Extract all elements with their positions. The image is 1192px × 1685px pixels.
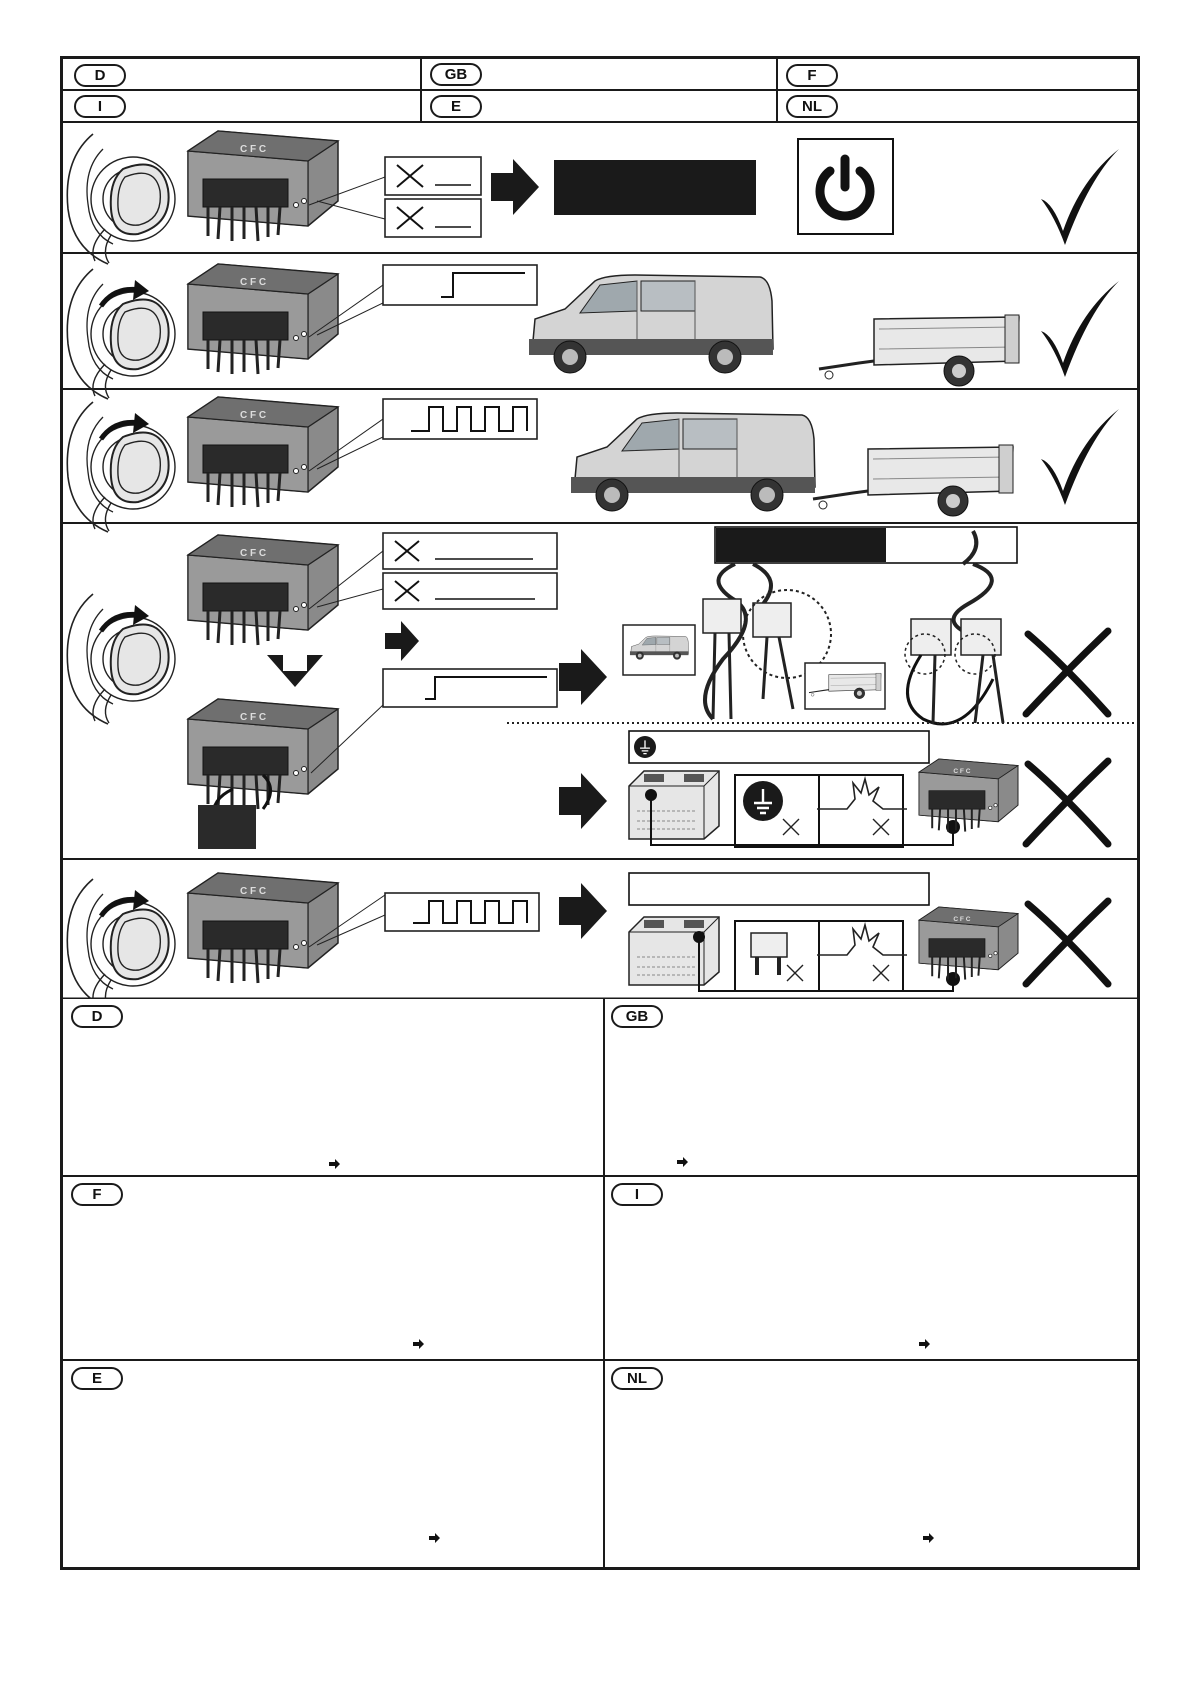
arrow-right-icon xyxy=(919,1339,931,1349)
control-module-icon xyxy=(919,759,1018,832)
lang-badge-f: F xyxy=(786,64,838,87)
text-section-nl xyxy=(605,1361,1137,1567)
control-module-icon xyxy=(188,131,338,241)
control-module-icon xyxy=(188,397,338,507)
text-section-f xyxy=(63,1177,603,1359)
control-module-icon xyxy=(188,873,338,983)
ground-icon xyxy=(634,736,656,758)
signal-pulse-icon xyxy=(385,893,539,931)
arrow-right-icon xyxy=(491,159,539,215)
text-section-e xyxy=(63,1361,603,1567)
checkmark-icon xyxy=(1041,409,1119,505)
lang-badge-d: D xyxy=(71,1005,123,1028)
arrow-down-icon xyxy=(267,655,323,687)
lang-badge-e: E xyxy=(71,1367,123,1390)
diagram-area: C F C xyxy=(63,59,1137,999)
ignition-key-icon xyxy=(67,402,175,532)
signal-step-icon xyxy=(383,265,537,305)
lang-badge-nl: NL xyxy=(611,1367,663,1390)
signal-off-icon xyxy=(383,533,557,609)
arrow-right-icon xyxy=(559,773,607,829)
signal-off-icon xyxy=(385,157,481,237)
battery-icon xyxy=(629,771,719,839)
arrow-right-icon xyxy=(559,649,607,705)
van-icon xyxy=(571,413,815,511)
row-4 xyxy=(67,527,1137,849)
lang-badge-f: F xyxy=(71,1183,123,1206)
lang-badge-i: I xyxy=(611,1183,663,1206)
ignition-key-icon xyxy=(67,879,175,999)
lang-badge-d: D xyxy=(74,64,126,87)
arrow-right-icon xyxy=(677,1157,689,1167)
arrow-right-icon xyxy=(923,1533,935,1543)
control-module-icon xyxy=(188,264,338,374)
row-5 xyxy=(67,873,1108,999)
arrow-right-icon xyxy=(385,621,419,661)
lang-badge-gb: GB xyxy=(430,63,482,86)
cross-icon xyxy=(1026,631,1108,714)
signal-pulse-icon xyxy=(383,399,537,439)
arrow-right-icon xyxy=(329,1159,341,1169)
text-section-d xyxy=(63,999,603,1175)
lang-badge-nl: NL xyxy=(786,95,838,118)
text-section-i xyxy=(605,1177,1137,1359)
lang-badge-i: I xyxy=(74,95,126,118)
ignition-key-icon xyxy=(67,594,175,724)
cross-icon xyxy=(1026,901,1108,984)
trailer-icon xyxy=(819,315,1019,386)
black-label-box xyxy=(554,160,756,215)
lang-badge-e: E xyxy=(430,95,482,118)
checkmark-icon xyxy=(1041,281,1119,377)
ignition-key-icon xyxy=(67,269,175,399)
instruction-sheet xyxy=(60,56,1140,1570)
van-icon xyxy=(529,275,773,373)
ignition-key-icon xyxy=(67,134,175,264)
signal-step-icon xyxy=(383,669,557,707)
battery-icon xyxy=(629,917,719,985)
arrow-right-icon xyxy=(413,1339,425,1349)
control-module-icon xyxy=(188,535,338,645)
cross-icon xyxy=(1026,761,1108,844)
row-2 xyxy=(67,264,1119,399)
checkmark-icon xyxy=(1041,149,1119,245)
ground-icon xyxy=(743,781,783,821)
row-1 xyxy=(67,131,1119,264)
text-section-gb xyxy=(605,999,1137,1175)
lang-badge-gb: GB xyxy=(611,1005,663,1028)
row-3 xyxy=(67,397,1119,532)
power-icon xyxy=(798,139,893,234)
arrow-right-icon xyxy=(429,1533,441,1543)
arrow-right-icon xyxy=(559,883,607,939)
trailer-icon xyxy=(813,445,1013,516)
black-label-box xyxy=(716,528,886,562)
control-module-icon xyxy=(919,907,1018,980)
control-module-icon xyxy=(188,699,338,809)
